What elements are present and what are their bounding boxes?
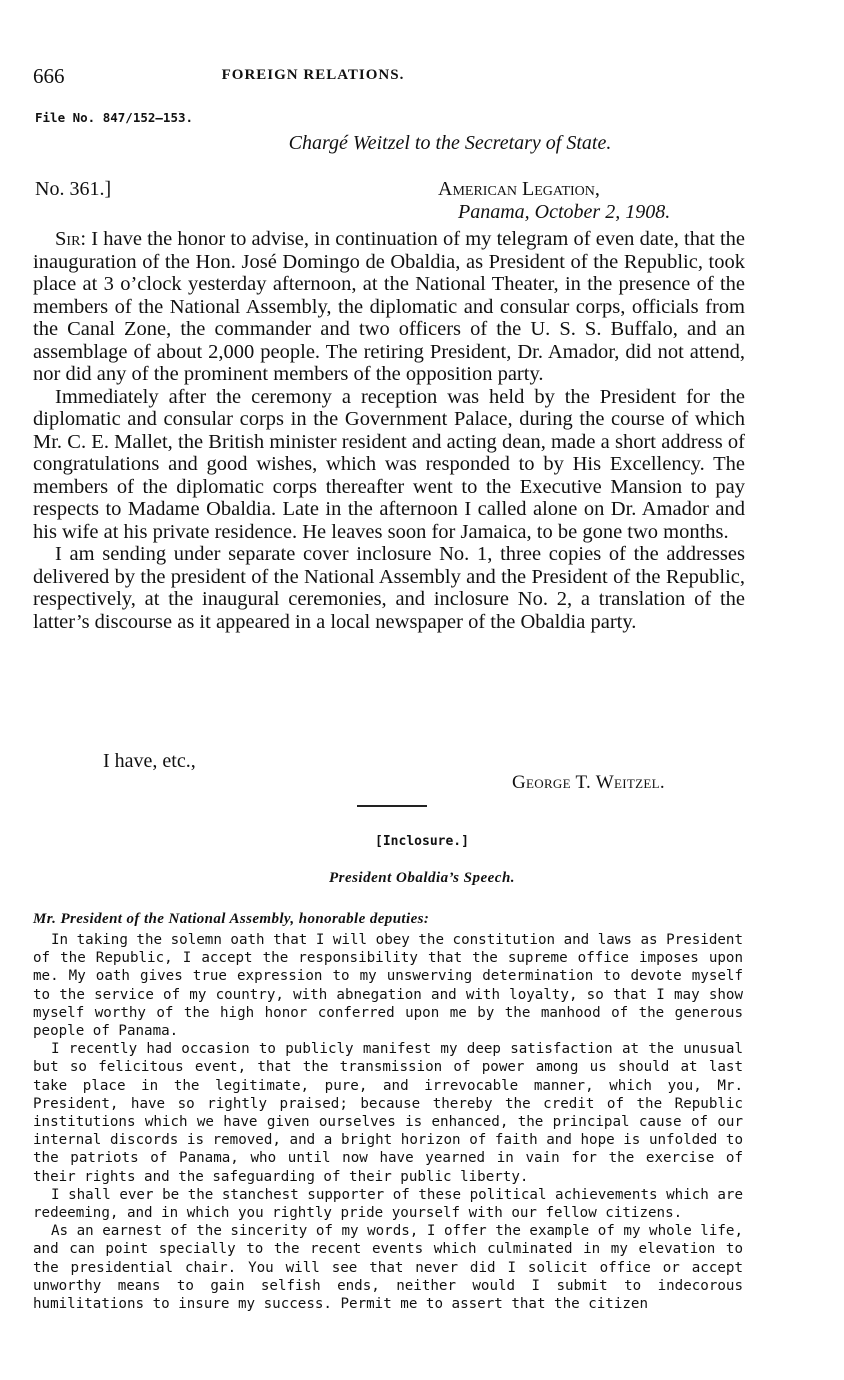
inclosure-label: [Inclosure.] — [375, 834, 469, 849]
speech-body — [33, 931, 743, 1313]
salutation-sir: Sir: — [55, 228, 87, 250]
speech-title: President Obaldia’s Speech. — [328, 870, 516, 886]
speech-paragraph: I shall ever be the stanchest supporter of these political achievements which are redeeming, and in which you rightly pride yourself with our fellow citizens. — [33, 1186, 743, 1222]
file-number: File No. 847/152–153. — [35, 110, 194, 125]
document-title: Chargé Weitzel to the Secretary of State. — [288, 132, 612, 154]
closing: I have, etc., — [103, 750, 196, 772]
letter-paragraph: Sir: I have the honor to advise, in continuation of my telegram of even date, that the inauguration of the Hon. José Domingo de Obaldia, as President of the Republic, took place at 3 o’clock yesterday afternoon, at the National Theater, in the presence of the members of the National Assembly, the diplomatic and consular corps, officials from the Canal Zone, the commander and two officers of the U. S. S. Buffalo, and an assemblage of about 2,000 people. The retiring President, Dr. Amador, did not attend, nor did any of the prominent members of the opposition party. — [33, 228, 745, 385]
running-title: FOREIGN RELATIONS. — [221, 67, 405, 83]
letter-body — [33, 228, 745, 633]
speech-paragraph: I recently had occasion to publicly manifest my deep satisfaction at the unusual but so felicitous event, that the transmission of power among us should at last take place in the legitimate, pure, and irrevocable manner, which you, Mr. President, have so rightly praised; because thereby the credit of the Republic institutions which we have given ourselves is enhanced, the principal cause of our internal discords is removed, and a bright horizon of faith and hope is unfolded to the patriots of Panama, who until now have yearned in vain for the exercise of their rights and the safeguarding of their public liberty. — [33, 1041, 743, 1185]
speech-paragraph: As an earnest of the sincerity of my words, I offer the example of my whole life, and can point specially to the recent events which culminated in my elevation to the presidential chair. You will see that never did I solicit office or accept unworthy means to gain selfish ends, neither would I submit to indecorous humilitations to insure my success. Permit me to assert that the citizen — [33, 1223, 743, 1313]
page-number: 666 — [33, 64, 65, 88]
section-divider — [357, 805, 427, 807]
speech-salutation: Mr. President of the National Assembly, honorable deputies: — [33, 911, 430, 927]
speech-paragraph: In taking the solemn oath that I will obey the constitution and laws as President of the Republic, I accept the responsibility that the supreme office imposes upon me. My oath gives true expression to my unswerving determination to devote myself to the service of my country, with abnegation and with loyalty, so that I may show myself worthy of the high honor conferred upon me by the manhood of the generous people of Panama. — [33, 932, 743, 1040]
letter-paragraph: Immediately after the ceremony a reception was held by the President for the diplomatic and consular corps in the Government Palace, during the course of which Mr. C. E. Mallet, the British minister resident and acting dean, made a short address of congratulations and good wishes, which was responded to by His Excellency. The members of the diplomatic corps thereafter went to the Executive Mansion to pay respects to Madame Obaldia. Late in the afternoon I called alone on Dr. Amador and his wife at his private residence. He leaves soon for Jamaica, to be gone two months. — [33, 385, 745, 543]
dispatch-number: No. 361.] — [35, 178, 112, 200]
legation-heading: American Legation, — [438, 178, 600, 200]
signature: George T. Weitzel. — [512, 772, 665, 793]
page-header — [33, 64, 813, 90]
letter-paragraph: I am sending under separate cover inclosure No. 1, three copies of the addresses delivered by the president of the National Assembly and the President of the Republic, respectively, at the inaugural ceremonies, and inclosure No. 2, a translation of the latter’s discourse as it appeared in a local newspaper of the Obaldia party. — [33, 543, 745, 633]
place-date: Panama, October 2, 1908. — [458, 201, 671, 223]
